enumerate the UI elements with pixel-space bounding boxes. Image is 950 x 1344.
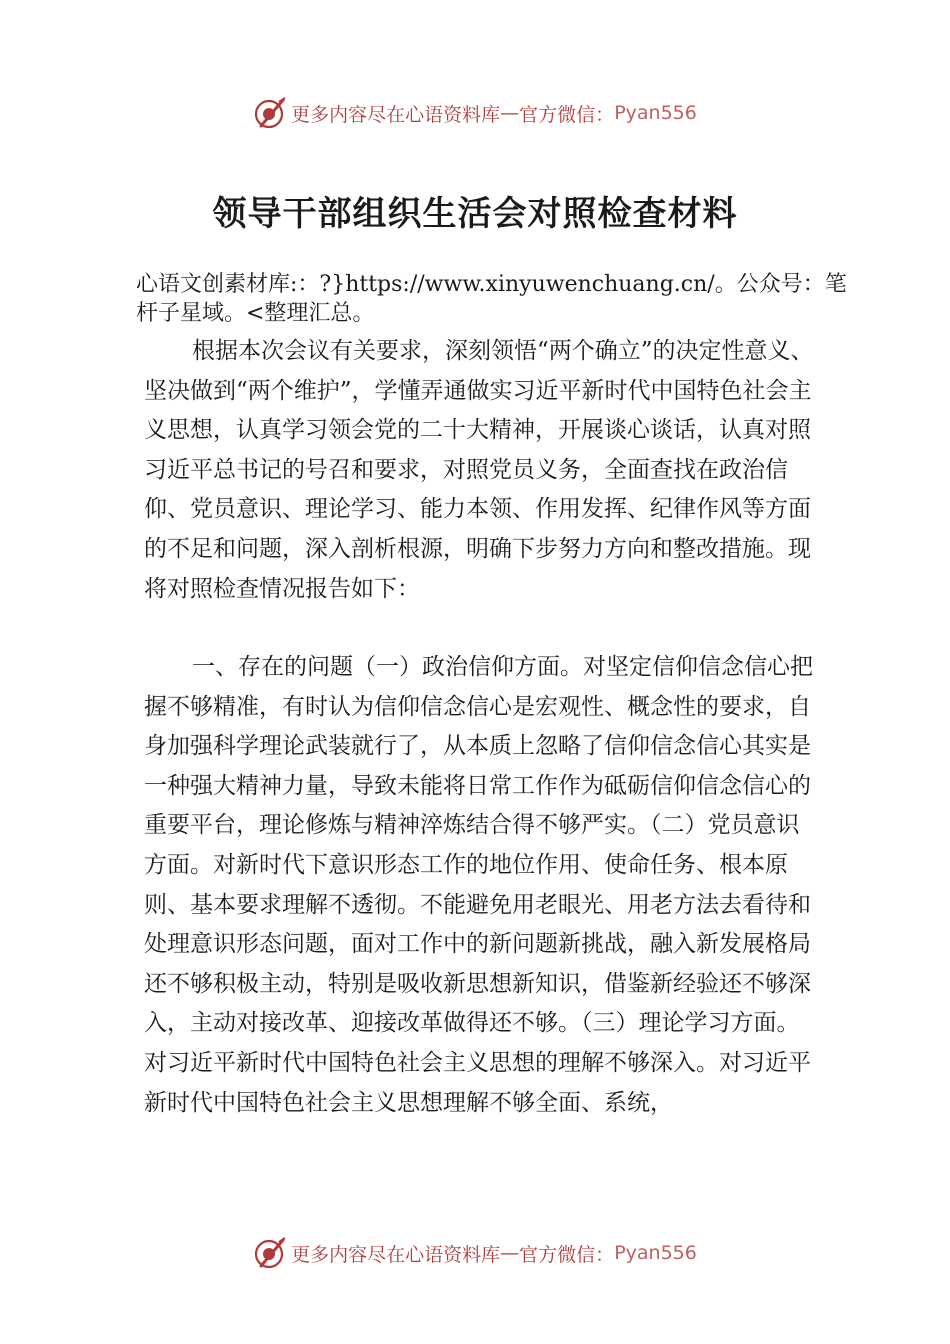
banner-wechat-id: Pyan556 [614,1242,697,1264]
body-paragraph: 根据本次会议有关要求，深刻领悟“两个确立”的决定性意义、坚决做到“两个维护”，学懂弄通做实习近平新时代中国特色社会主义思想，认真学习领会党的二十大精神，开展谈心谈话，认真对照习近平总书记的号召和要求，对照党员义务，全面查找在政治信仰、党员意识、理论学习、能力本领、作用发挥、纪律作风等方面的不足和问题，深入剖析根源，明确下步努力方向和整改措施。现将对照检查情况报告如下： [144,338,814,602]
document-title: 领导干部组织生活会对照检查材料 [212,194,738,234]
pen-logo-icon [253,1236,287,1270]
body-paragraph: 一、存在的问题（一）政治信仰方面。对坚定信仰信念信心把握不够精准，有时认为信仰信念信心是宏观性、概念性的要求，自身加强科学理论武装就行了，从本质上忽略了信仰信念信心其实是一种强大精神力量，导致未能将日常工作作为砥砺信仰信念信心的重要平台，理论修炼与精神淬炼结合得不够严实。（二）党员意识方面。对新时代下意识形态工作的地位作用、使命任务、根本原则、基本要求理解不透彻。不能避免用老眼光、用老方法去看待和处理意识形态问题，面对工作中的新问题新挑战，融入新发展格局还不够积极主动，特别是吸收新思想新知识，借鉴新经验还不够深入，主动对接改革、迎接改革做得还不够。（三）理论学习方面。对习近平新时代中国特色社会主义思想的理解不够深入。对习近平新时代中国特色社会主义思想理解不够全面、系统， [144,654,813,1116]
banner-wechat-label: 官方微信： [519,1243,615,1266]
header-banner [0,96,950,130]
banner-dash: — [500,102,520,124]
banner-text: 更多内容尽在心语资料库 [291,103,501,126]
banner-wechat-id: Pyan556 [614,102,697,124]
banner-wechat-label: 官方微信： [519,103,615,126]
source-line: 心语文创素材库:：?}https://www.xinyuwenchuang.cn/。公众号：笔杆子星域。<整理汇总。 [136,272,847,326]
banner-dash: — [500,1242,520,1264]
pen-logo-icon [253,96,287,130]
footer-banner [0,1236,950,1270]
banner-text: 更多内容尽在心语资料库 [291,1243,501,1266]
